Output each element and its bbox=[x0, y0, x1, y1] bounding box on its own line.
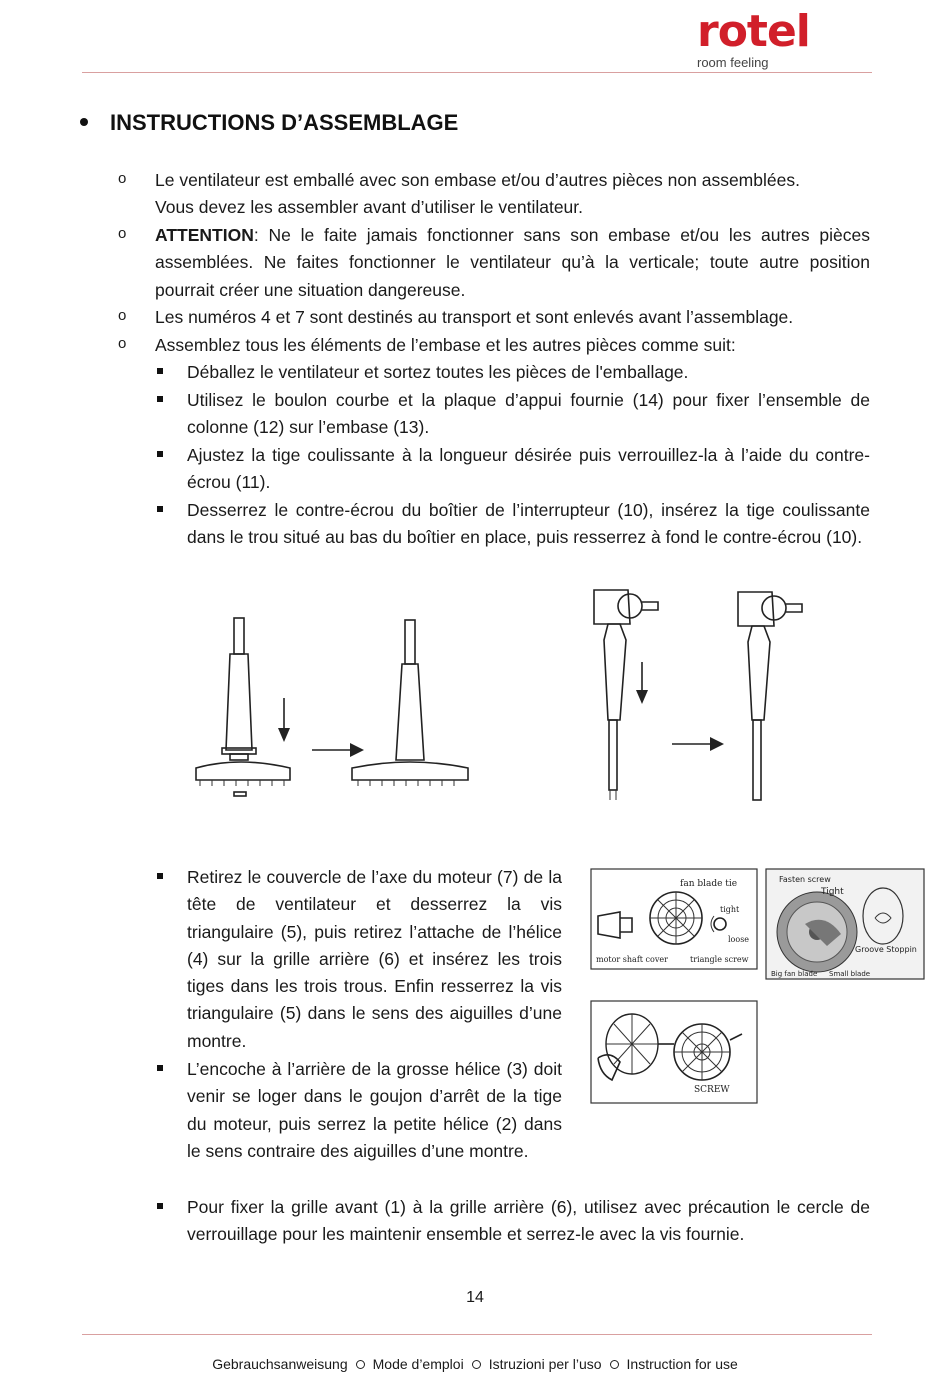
circle-bullet-icon: o bbox=[118, 335, 127, 352]
label-triangle-screw: triangle screw bbox=[690, 955, 749, 964]
label-tight-photo: Tight bbox=[821, 887, 844, 897]
section-title: INSTRUCTIONS D’ASSEMBLAGE bbox=[80, 110, 458, 136]
step-item: Utilisez le boulon courbe et la plaque d’appui fournie (14) pour fixer l’ensemble de colonne (12) sur l’embase (13). bbox=[187, 390, 870, 438]
square-bullet-icon bbox=[157, 1203, 163, 1209]
square-bullet-icon bbox=[157, 873, 163, 879]
circle-bullet-icon: o bbox=[118, 225, 127, 242]
bullet-icon bbox=[80, 118, 88, 126]
page-number: 14 bbox=[466, 1289, 484, 1306]
list-item: Assemblez tous les éléments de l’embase et les autres pièces comme suit: bbox=[155, 335, 736, 355]
list-item: ATTENTION: Ne le faite jamais fonctionner sans son embase et/ou les autres pièces assemblées. Ne faites fonctionner le ventilateur qu’à la verticale; toute autre position pourrait créer une situation dangereuse. bbox=[155, 225, 870, 300]
label-motor-shaft-cover: motor shaft cover bbox=[596, 955, 668, 964]
step-item: Retirez le couvercle de l’axe du moteur (7) de la tête de ventilateur et desserrez la vis triangulaire (5), puis retirez l’attache de l’hélice (4) sur la grille arrière (6) et insérez les trois tiges dans les trois trous. Enfin resserrez la vis triangulaire (5) dans le sens des aiguilles d’une montre. bbox=[187, 867, 562, 1051]
list-item: Les numéros 4 et 7 sont destinés au transport et sont enlevés avant l’assemblage. bbox=[155, 307, 794, 327]
fasten-screw-photo bbox=[765, 868, 925, 980]
step-item: Déballez le ventilateur et sortez toutes les pièces de l'emballage. bbox=[187, 362, 689, 382]
square-bullet-icon bbox=[157, 451, 163, 457]
list-item: Le ventilateur est emballé avec son embase et/ou d’autres pièces non assemblées. Vous devez les assembler avant d’utiliser le ventilateur. bbox=[155, 170, 800, 218]
brand-logo bbox=[697, 6, 867, 72]
footer bbox=[0, 1356, 950, 1372]
circle-separator-icon bbox=[610, 1360, 619, 1369]
head-assembly-illustration bbox=[580, 580, 820, 802]
step-item: Desserrez le contre-écrou du boîtier de l’interrupteur (10), insérez la tige coulissante dans le trou situé au bas du boîtier en place, puis resserrez à fond le contre-écrou (10). bbox=[187, 500, 870, 548]
base-assembly-illustration bbox=[190, 610, 480, 800]
label-screw: SCREW bbox=[694, 1085, 730, 1095]
grille-screw-illustration bbox=[590, 1000, 758, 1104]
label-groove-stoppin: Groove Stoppin bbox=[855, 945, 917, 954]
circle-bullet-icon: o bbox=[118, 307, 127, 324]
step-item: L’encoche à l’arrière de la grosse hélice (3) doit venir se loger dans le goujon d’arrêt de la tige du moteur, puis serrez la petite hélice (2) dans le sens contraire des aiguilles d’une montre. bbox=[187, 1059, 562, 1161]
square-bullet-icon bbox=[157, 368, 163, 374]
step-item: Pour fixer la grille avant (1) à la grille arrière (6), utilisez avec précaution le cercle de verrouillage pour les maintenir ensemble et serrez-le avec la vis fournie. bbox=[187, 1197, 870, 1245]
blade-tie-illustration bbox=[590, 868, 758, 970]
label-tight: tight bbox=[720, 905, 740, 914]
square-bullet-icon bbox=[157, 506, 163, 512]
circle-bullet-icon: o bbox=[118, 170, 127, 187]
footer-item: Istruzioni per l’uso bbox=[488, 1356, 602, 1372]
label-big-fan-blade: Big fan blade bbox=[771, 970, 818, 978]
square-bullet-icon bbox=[157, 1065, 163, 1071]
label-fasten-screw: Fasten screw bbox=[779, 875, 831, 884]
square-bullet-icon bbox=[157, 396, 163, 402]
circle-separator-icon bbox=[356, 1360, 365, 1369]
circle-separator-icon bbox=[472, 1360, 481, 1369]
header-rule bbox=[82, 72, 872, 73]
step-item: Ajustez la tige coulissante à la longueur désirée puis verrouillez-la à l’aide du contre-écrou (11). bbox=[187, 445, 870, 493]
footer-item: Mode d’emploi bbox=[372, 1356, 464, 1372]
footer-item: Gebrauchsanweisung bbox=[212, 1356, 348, 1372]
footer-rule bbox=[82, 1334, 872, 1335]
brand-name: rotel bbox=[697, 6, 810, 57]
label-small-blade: Small blade bbox=[829, 970, 871, 978]
label-loose: loose bbox=[728, 935, 750, 944]
label-fan-blade-tie: fan blade tie bbox=[680, 879, 738, 889]
footer-item: Instruction for use bbox=[626, 1356, 738, 1372]
brand-tagline: room feeling bbox=[697, 55, 769, 70]
